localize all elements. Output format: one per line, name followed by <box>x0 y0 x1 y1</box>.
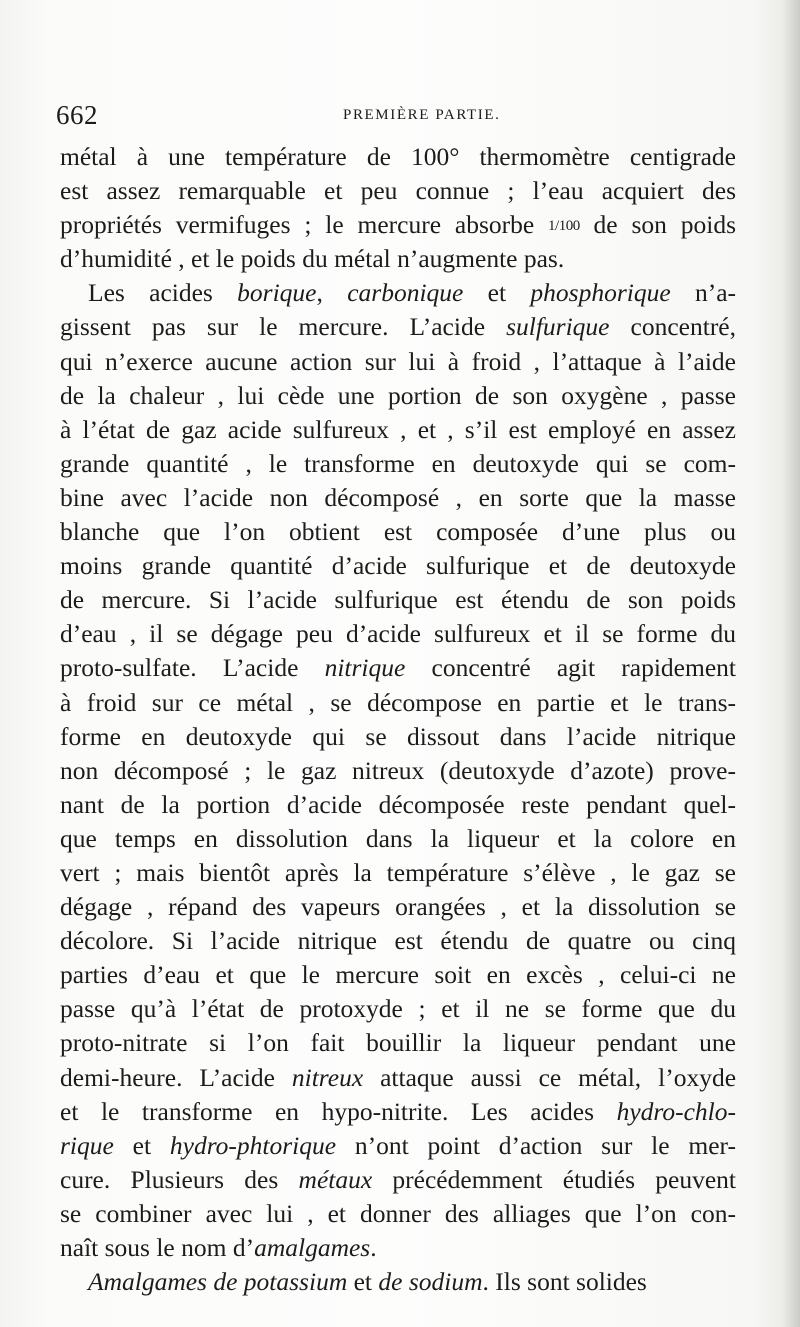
text-run: naît sous le nom d’ <box>60 1233 255 1262</box>
text-line <box>60 208 736 242</box>
text-run: non décomposé ; le gaz nitreux (deutoxyde d’azote) prove- <box>60 755 736 785</box>
body-text <box>60 140 736 1299</box>
text-line <box>60 481 736 515</box>
text-line <box>60 583 736 617</box>
text-line <box>60 992 736 1026</box>
text-run: n’a- <box>670 278 736 308</box>
text-run: , <box>316 278 348 308</box>
text-run: parties d’eau et que le mercure soit en excès , celui-ci ne <box>60 960 736 990</box>
text-run: bine avec l’acide non décomposé , en sorte que la masse <box>60 482 736 512</box>
italic-term: sulfurique <box>506 312 610 342</box>
text-run: attaque aussi ce métal, l’oxyde <box>363 1062 736 1092</box>
italic-term: métaux <box>298 1164 373 1194</box>
text-line <box>60 345 736 379</box>
text-line <box>60 447 736 481</box>
text-line <box>60 822 736 856</box>
italic-term: hydro-phtorique <box>169 1130 337 1160</box>
text-run: et le transforme en hypo-nitrite. Les acides <box>60 1096 617 1126</box>
text-line <box>60 754 736 788</box>
text-run: décolore. Si l’acide nitrique est étendu de quatre ou cinq <box>60 926 736 956</box>
text-line <box>60 413 736 447</box>
text-line <box>60 1061 736 1095</box>
text-run: blanche que l’on obtient est composée d’une plus ou <box>60 517 736 547</box>
italic-term: rique <box>60 1130 114 1160</box>
text-run: concentré agit rapidement <box>405 653 736 683</box>
text-run: et <box>113 1130 170 1160</box>
page-header <box>56 100 746 134</box>
text-run: de son poids <box>579 210 736 240</box>
text-run: propriétés vermifuges ; le mercure absorbe <box>60 210 549 240</box>
italic-term: hydro-chlo- <box>616 1096 736 1126</box>
italic-term: de sodium <box>378 1267 483 1297</box>
text-line <box>60 924 736 958</box>
text-line <box>60 174 736 208</box>
text-run: nant de la portion d’acide décomposée reste pendant quel- <box>60 789 736 819</box>
text-run: métal à une température de 100° thermomètre centigrade <box>60 142 736 171</box>
text-run: est assez remarquable et peu connue ; l’eau acquiert des <box>60 176 736 206</box>
text-line <box>60 242 736 276</box>
text-line <box>60 856 736 890</box>
text-run: de mercure. Si l’acide sulfurique est étendu de son poids <box>60 585 736 615</box>
text-run: d’eau , il se dégage peu d’acide sulfureux et il se forme du <box>60 619 736 649</box>
text-line <box>60 788 736 822</box>
text-run: à froid sur ce métal , se décompose en partie et le trans- <box>60 687 736 717</box>
text-run: qui n’exerce aucune action sur lui à froid , l’attaque à l’aide <box>60 346 736 376</box>
text-run: grande quantité , le transforme en deutoxyde qui se com- <box>60 448 736 478</box>
text-line <box>60 276 736 310</box>
text-run: et <box>463 278 531 308</box>
text-run: Les acides <box>88 278 238 308</box>
text-line <box>60 310 736 344</box>
italic-term: phosphorique <box>530 278 671 308</box>
text-run: passe qu’à l’état de protoxyde ; et il ne se forme que du <box>60 994 736 1024</box>
italic-term: carbonique <box>347 278 464 308</box>
text-line <box>60 549 736 583</box>
text-run: et <box>347 1267 379 1297</box>
text-run: à l’état de gaz acide sulfureux , et , s’il est employé en assez <box>60 414 736 444</box>
text-run: forme en deutoxyde qui se dissout dans l’acide nitrique <box>60 721 736 751</box>
text-run: proto-sulfate. L’acide <box>60 653 325 683</box>
text-run: n’ont point d’action sur le mer- <box>336 1130 736 1160</box>
text-run: . Ils sont solides <box>482 1267 647 1297</box>
text-run: de la chaleur , lui cède une portion de son oxygène , passe <box>60 380 736 410</box>
text-line <box>60 890 736 924</box>
text-line <box>60 379 736 413</box>
italic-term: Amalgames de potassium <box>88 1267 348 1297</box>
italic-term: amalgames <box>254 1233 371 1262</box>
text-line <box>60 686 736 720</box>
text-line <box>60 1129 736 1163</box>
page-edge-shadow <box>782 0 800 1327</box>
text-line <box>60 1231 736 1265</box>
fraction: 1/100 <box>548 218 580 235</box>
text-run: se combiner avec lui , et donner des alliages que l’on con- <box>60 1198 736 1228</box>
text-run: proto-nitrate si l’on fait bouillir la liqueur pendant une <box>60 1028 736 1058</box>
text-line <box>60 651 736 685</box>
text-run: . <box>370 1233 377 1262</box>
text-line <box>60 617 736 651</box>
running-head: PREMIÈRE PARTIE. <box>343 107 501 123</box>
text-line <box>60 1265 736 1299</box>
text-line <box>60 1197 736 1231</box>
text-line <box>60 720 736 754</box>
text-line <box>60 1026 736 1060</box>
text-line <box>60 1163 736 1197</box>
page-number: 662 <box>56 100 98 130</box>
text-line <box>60 515 736 549</box>
text-run: que temps en dissolution dans la liqueur et la colore en <box>60 823 736 853</box>
italic-term: nitreux <box>291 1062 364 1092</box>
italic-term: nitrique <box>324 653 406 683</box>
text-run: concentré, <box>609 312 736 342</box>
italic-term: borique <box>237 278 317 308</box>
text-line <box>60 1095 736 1129</box>
text-run: moins grande quantité d’acide sulfurique et de deutoxyde <box>60 551 736 581</box>
text-line <box>60 140 736 174</box>
text-run: vert ; mais bientôt après la température s’élève , le gaz se <box>60 857 736 887</box>
text-run: précédemment étudiés peuvent <box>372 1164 736 1194</box>
text-run: d’humidité , et le poids du métal n’augmente pas. <box>60 244 565 274</box>
text-run: cure. Plusieurs des <box>60 1164 299 1194</box>
text-line <box>60 958 736 992</box>
text-run: gissent pas sur le mercure. L’acide <box>60 312 507 342</box>
text-run: dégage , répand des vapeurs orangées , et la dissolution se <box>60 892 736 922</box>
text-run: demi-heure. L’acide <box>60 1062 292 1092</box>
